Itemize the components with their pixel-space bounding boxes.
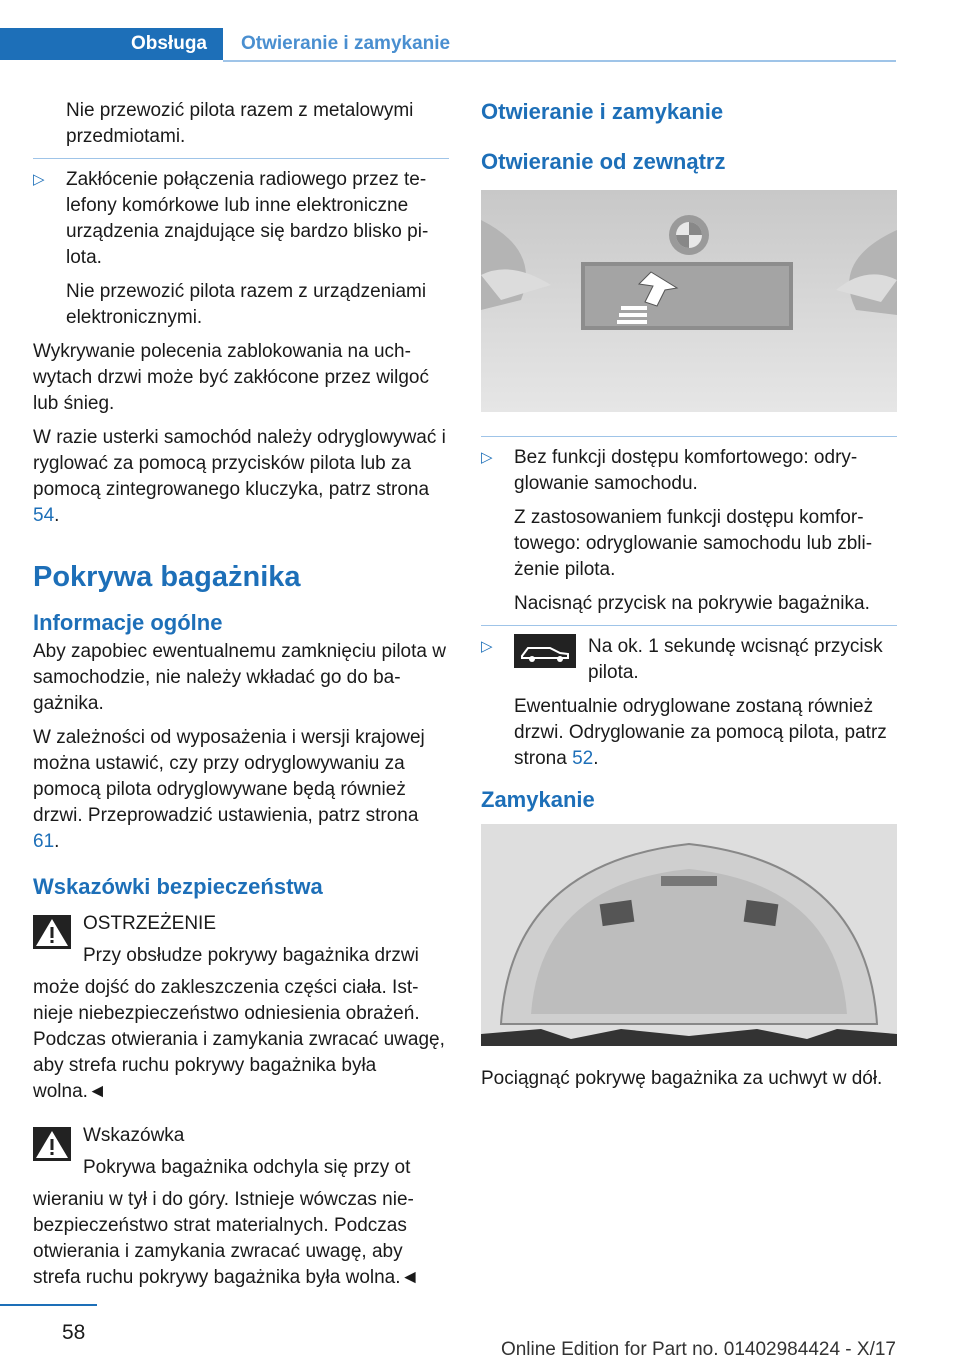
trunk-lid-photo [481,190,897,412]
triangle-right-icon: ▷ [33,171,45,188]
page-link[interactable]: 54 [33,505,55,526]
divider [481,436,897,437]
section-heading: Wskazówki bezpieczeństwa [33,874,323,899]
paragraph: W razie usterki samochód należy odryglowywać i ryglować za pomocą przycisków pilota lub za pomocą zintegrowanego kluczyka, patrz strona 54. [33,427,446,526]
list-item-subtext: Nacisnąć przycisk na pokrywie bagażnika. [514,593,870,614]
triangle-right-icon: ▷ [481,449,493,466]
trunk-interior-photo [481,824,897,1046]
paragraph: Pociągnąć pokrywę bagażnika za uchwyt w dół. [481,1068,883,1089]
warning-first-line: Przy obsłudze pokrywy bagażnika drzwi [83,945,419,966]
list-item-subtext: Ewentualnie odryglowane zostaną również drzwi. Odryglowanie za pomocą pilota, patrz strona 52. [514,696,887,769]
page-number: 58 [62,1321,86,1344]
list-item-text: Zakłócenie połączenia radiowego przez telefony komórkowe lub inne elektroniczne urządzenia znajdujące się bardzo blisko pilota. [66,169,429,268]
paragraph: Nie przewozić pilota razem z metalowymi przedmiotami. [66,100,414,147]
notice-text: wieraniu w tył i do góry. Istnieje wówczas niebezpieczeństwo strat materialnych. Podczas otwierania i zamykania zwracać uwagę, aby strefa ruchu pokrywy bagażnika była wolna.◄ [33,1189,420,1288]
divider [481,625,897,626]
divider [33,158,449,159]
edition-note: Online Edition for Part no. 01402984424 - X/17 [500,1339,896,1360]
page-link[interactable]: 61 [33,831,55,852]
subsection-heading: Otwieranie od zewnątrz [481,149,726,174]
left-column [33,98,449,1303]
warning-triangle-icon [33,915,71,949]
notice-box [33,1123,449,1291]
paragraph-text: W razie usterki samochód należy odryglowywać i ryglować za pomocą przycisków pilota lub za pomocą zintegrowanego kluczyka, patrz strona [33,427,446,500]
chapter-tab: Obsługa [0,28,223,60]
section-title: Otwieranie i zamykanie [241,33,451,54]
paragraph: Aby zapobiec ewentualnemu zamknięciu pilota w samochodzie, nie należy wkładać go do bagażnika. [33,641,446,714]
list-item-subtext: Nie przewozić pilota razem z urządzeniami elektronicznymi. [66,281,427,328]
list-item [33,167,449,331]
list-item-text: Na ok. 1 sekundę wcisnąć przycisk pilota. [588,636,883,683]
page-header [0,28,896,60]
car-trunk-button-icon [514,634,576,668]
warning-title: OSTRZEŻENIE [83,913,217,934]
triangle-right-icon: ▷ [481,638,493,655]
list-item-subtext: Z zastosowaniem funkcji dostępu komfortowego: odryglowanie samochodu lub zbliżenie pilota. [514,507,873,580]
footer-rule [0,1304,97,1306]
header-rule [223,60,896,62]
right-column [481,98,897,1100]
list-item-subtext-body: Ewentualnie odryglowane zostaną również drzwi. Odryglowanie za pomocą pilota, patrz strona [514,696,887,769]
paragraph: Wykrywanie polecenia zablokowania na uchwytach drzwi może być zakłócone przez wilgoć lub śnieg. [33,341,429,414]
warning-box [33,911,449,1105]
paragraph-text: W zależności od wyposażenia i wersji krajowej można ustawić, czy przy odryglowywaniu za pomocą pilota odryglowywane będą również drzwi. Przeprowadzić ustawienia, patrz strona [33,727,425,826]
list-item [481,634,897,772]
section-heading: Informacje ogólne [33,610,223,635]
list-item [481,445,897,617]
chapter-heading: Pokrywa bagażnika [33,561,301,593]
paragraph: W zależności od wyposażenia i wersji krajowej można ustawić, czy przy odryglowywaniu za pomocą pilota odryglowywane będą również drzwi. Przeprowadzić ustawienia, patrz strona 61. [33,727,425,852]
section-heading: Otwieranie i zamykanie [481,99,724,124]
subsection-heading: Zamykanie [481,787,595,812]
warning-triangle-icon [33,1127,71,1161]
list-item-text: Bez funkcji dostępu komfortowego: odryglowanie samochodu. [514,447,858,494]
page-link[interactable]: 52 [572,748,594,769]
notice-title: Wskazówka [83,1125,185,1146]
warning-text: może dojść do zakleszczenia części ciała. Istnieje niebezpieczeństwo odniesienia obrażeń. Podczas otwierania i zamykania zwracać uwagę, aby strefa ruchu pokrywy bagażnika była wolna.◄ [33,977,445,1102]
notice-first-line: Pokrywa bagażnika odchyla się przy ot [83,1157,411,1178]
